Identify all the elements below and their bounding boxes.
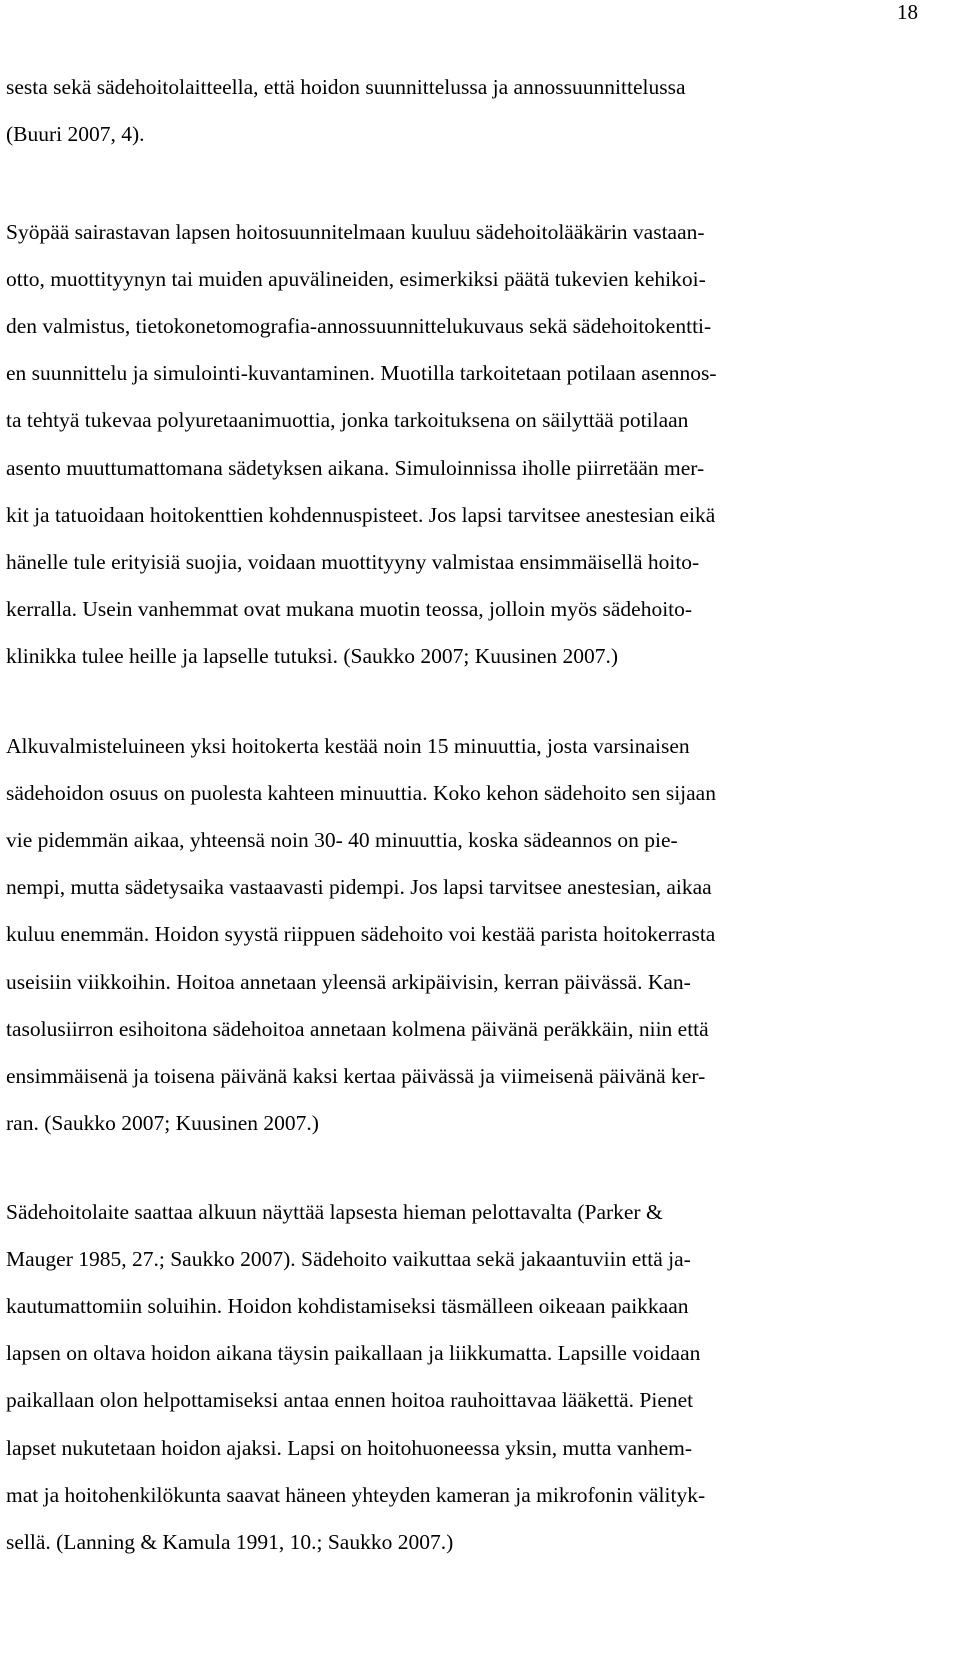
text-line: ta tehtyä tukevaa polyuretaanimuottia, jonka tarkoituksena on säilyttää potilaan: [6, 408, 689, 433]
text-line: ensimmäisenä ja toisena päivänä kaksi kertaa päivässä ja viimeisenä päivänä ker-: [6, 1063, 706, 1088]
text-line: kit ja tatuoidaan hoitokenttien kohdennuspisteet. Jos lapsi tarvitsee anestesian eikä: [6, 502, 716, 527]
text-line: hänelle tule erityisiä suojia, voidaan muottityyny valmistaa ensimmäisellä hoito-: [6, 549, 700, 574]
text-line: ran. (Saukko 2007; Kuusinen 2007.): [6, 1110, 319, 1135]
text-line: en suunnittelu ja simulointi-kuvantaminen. Muotilla tarkoitetaan potilaan asennos-: [6, 361, 717, 386]
text-line: mat ja hoitohenkilökunta saavat häneen yhteyden kameran ja mikrofonin välityk-: [6, 1482, 706, 1507]
text-line: vie pidemmän aikaa, yhteensä noin 30- 40 minuuttia, koska sädeannos on pie-: [6, 828, 678, 853]
text-line: klinikka tulee heille ja lapselle tutuksi. (Saukko 2007; Kuusinen 2007.): [6, 643, 619, 668]
text-line: useisiin viikkoihin. Hoitoa annetaan yleensä arkipäivisin, kerran päivässä. Kan-: [6, 969, 691, 994]
text-line: den valmistus, tietokonetomografia-annossuunnittelukuvaus sekä sädehoitokentti-: [6, 314, 712, 339]
text-line: Mauger 1985, 27.; Saukko 2007). Sädehoito vaikuttaa sekä jakaantuviin että ja-: [6, 1247, 691, 1272]
text-line: otto, muottityynyn tai muiden apuvälineiden, esimerkiksi päätä tukevien kehikoi-: [6, 267, 706, 292]
text-line: nempi, mutta sädetysaika vastaavasti pidempi. Jos lapsi tarvitsee anestesian, aikaa: [6, 875, 712, 900]
text-line: asento muuttumattomana sädetyksen aikana. Simuloinnissa iholle piirretään mer-: [6, 455, 705, 480]
text-line: kerralla. Usein vanhemmat ovat mukana muotin teossa, jolloin myös sädehoito-: [6, 596, 693, 621]
text-line: sesta sekä sädehoitolaitteella, että hoidon suunnittelussa ja annossuunnittelussa: [6, 75, 686, 99]
text-line: kautumattomiin soluihin. Hoidon kohdistamiseksi täsmälleen oikeaan paikkaan: [6, 1294, 689, 1319]
text-line: tasolusiirron esihoitona sädehoitoa annetaan kolmena päivänä peräkkäin, niin että: [6, 1016, 709, 1041]
text-line: Sädehoitolaite saattaa alkuun näyttää lapsesta hieman pelottavalta (Parker &: [6, 1200, 663, 1224]
text-line: Syöpää sairastavan lapsen hoitosuunnitelmaan kuuluu sädehoitolääkärin vastaan-: [6, 220, 705, 244]
text-line: sädehoidon osuus on puolesta kahteen minuuttia. Koko kehon sädehoito sen sijaan: [6, 781, 716, 806]
page-number: 18: [897, 0, 918, 24]
text-line: paikallaan olon helpottamiseksi antaa ennen hoitoa rauhoittavaa lääkettä. Pienet: [6, 1388, 694, 1413]
text-line: sellä. (Lanning & Kamula 1991, 10.; Saukko 2007.): [6, 1529, 454, 1554]
text-line: lapsen on oltava hoidon aikana täysin paikallaan ja liikkumatta. Lapsille voidaan: [6, 1341, 701, 1366]
text-line: (Buuri 2007, 4).: [6, 122, 145, 147]
text-line: lapset nukutetaan hoidon ajaksi. Lapsi on hoitohuoneessa yksin, mutta vanhem-: [6, 1435, 693, 1460]
text-line: Alkuvalmisteluineen yksi hoitokerta kestää noin 15 minuuttia, josta varsinaisen: [6, 734, 690, 758]
text-line: kuluu enemmän. Hoidon syystä riippuen sädehoito voi kestää parista hoitokerrasta: [6, 922, 716, 947]
